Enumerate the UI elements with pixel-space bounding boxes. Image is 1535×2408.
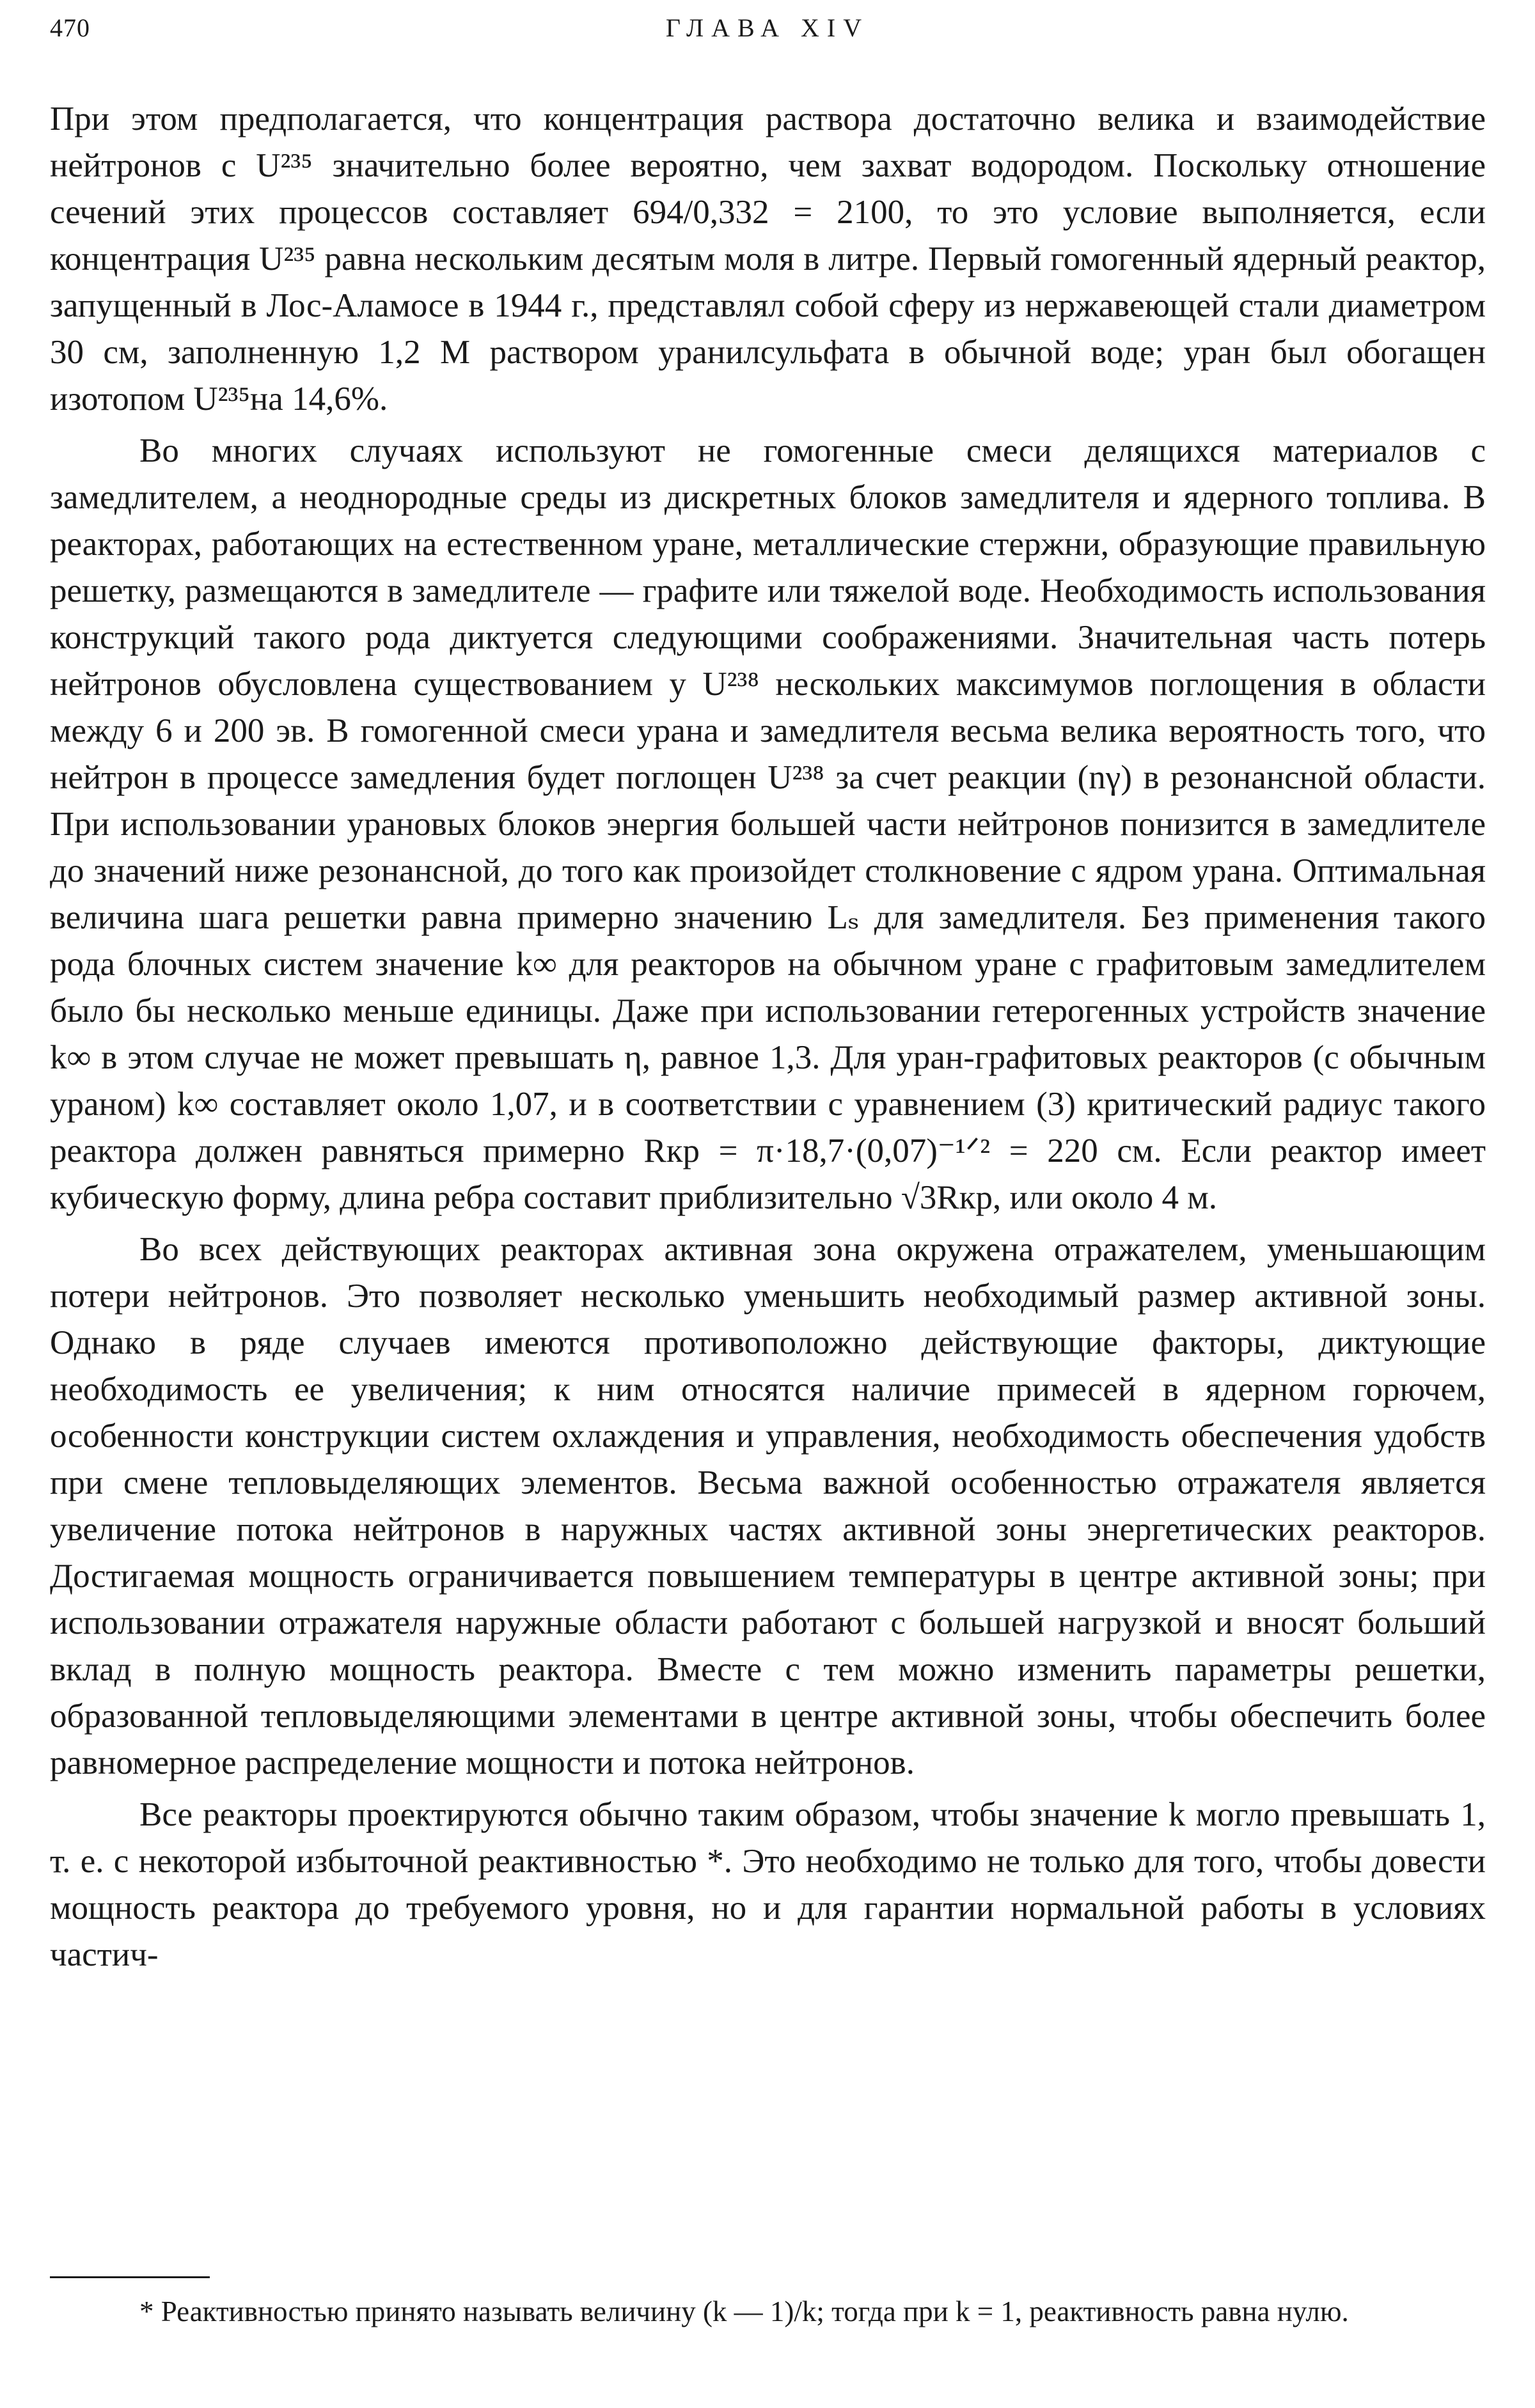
paragraph-1: При этом предполагается, что концентрация раствора достаточно велика и взаимодействие нейтронов с U²³⁵ значительно более вероятно, чем захват водородом. Поскольку отношение сечений этих процессов составляет 694/0,332 = 2100, то это условие выполняется, если концентрация U²³⁵ равна нескольким десятым моля в литре. Первый гомогенный ядерный реактор, запущенный в Лос-Аламосе в 1944 г., представлял собой сферу из нержавеющей стали диаметром 30 см, заполненную 1,2 М раствором уранилсульфата в обычной воде; уран был обогащен изотопом U²³⁵на 14,6%. <box>50 100 1486 418</box>
page-header <box>50 13 1485 51</box>
paragraph-2: Во многих случаях используют не гомогенные смеси делящихся материалов с замедлителем, а неоднородные среды из дискретных блоков замедлителя и ядерного топлива. В реакторах, работающих на естественном уране, металлические стержни, образующие правильную решетку, размещаются в замедлителе — графите или тяжелой воде. Необходимость использования конструкций такого рода диктуется следующими соображениями. Значительная часть потерь нейтронов обусловлена существованием у U²³⁸ нескольких максимумов поглощения в области между 6 и 200 эв. В гомогенной смеси урана и замедлителя весьма велика вероятность того, что нейтрон в процессе замедления будет поглощен U²³⁸ за счет реакции (nγ) в резонансной области. При использовании урановых блоков энергия большей части нейтронов понизится в замедлителе до значений ниже резонансной, до того как произойдет столкновение с ядром урана. Оптимальная величина шага решетки равна примерно значению Lₛ для замедлителя. Без применения такого рода блочных систем значение k∞ для реакторов на обычном уране с графитовым замедлителем было бы несколько меньше единицы. Даже при использовании гетерогенных устройств значение k∞ в этом случае не может превышать η, равное 1,3. Для уран-графитовых реакторов (с обычным ураном) k∞ составляет около 1,07, и в соответствии с уравнением (3) критический радиус такого реактора должен равняться примерно Rкр = π·18,7·(0,07)⁻¹ᐟ² = 220 см. Если реактор имеет кубическую форму, длина ребра составит приблизительно √3Rкр, или около 4 м. <box>50 432 1486 1216</box>
paragraph-3: Во всех действующих реакторах активная зона окружена отражателем, уменьшающим потери нейтронов. Это позволяет несколько уменьшить необходимый размер активной зоны. Однако в ряде случаев имеются противоположно действующие факторы, диктующие необходимость ее увеличения; к ним относятся наличие примесей в ядерном горючем, особенности конструкции систем охлаждения и управления, необходимость обеспечения удобств при смене тепловыделяющих элементов. Весьма важной особенностью отражателя является увеличение потока нейтронов в наружных частях активной зоны энергетических реакторов. Достигаемая мощность ограничивается повышением температуры в центре активной зоны; при использовании отражателя наружные области работают с большей нагрузкой и вносят больший вклад в полную мощность реактора. Вместе с тем можно изменить параметры решетки, образованной тепловыделяющими элементами в центре активной зоны, чтобы обеспечить более равномерное распределение мощности и потока нейтронов. <box>50 1231 1486 1781</box>
page-number: 470 <box>50 13 90 42</box>
body-text <box>50 96 1486 1978</box>
footnote: * Реактивностью принято называть величину (k — 1)/k; тогда при k = 1, реактивность равна нулю. <box>139 2295 1349 2327</box>
chapter-title: ГЛАВА XIV <box>665 13 870 42</box>
paragraph-4: Все реакторы проектируются обычно таким образом, чтобы значение k могло превышать 1, т. е. с некоторой избыточной реактивностью *. Это необходимо не только для того, чтобы довести мощность реактора до требуемого уровня, но и для гарантии нормальной работы в условиях частич- <box>50 1796 1486 1973</box>
footnote-divider <box>50 2276 210 2278</box>
